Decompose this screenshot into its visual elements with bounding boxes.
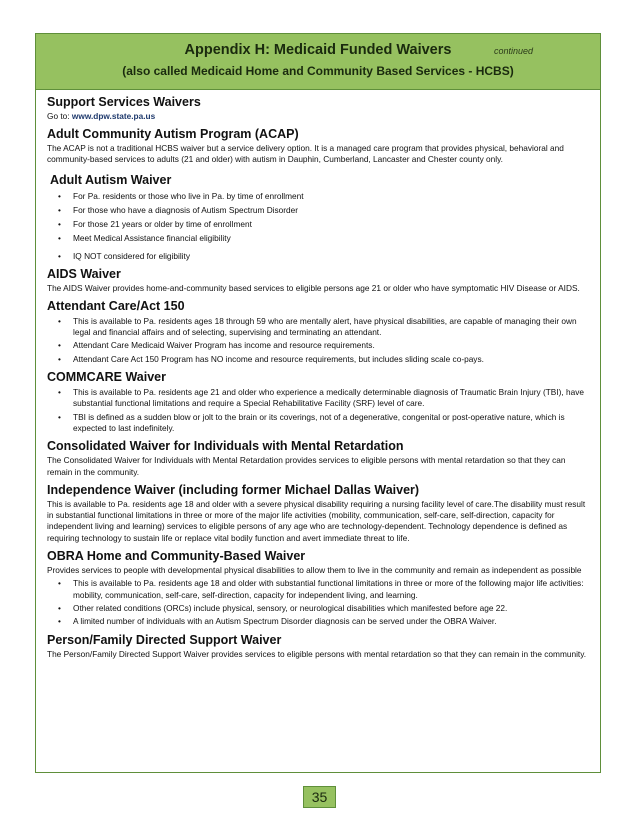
obra-bullets: [47, 578, 593, 627]
section-heading-consolidated: Consolidated Waiver for Individuals with Mental Retardation: [47, 439, 404, 454]
list-item: • This is available to Pa. residents age 18 and older with substantial functional limitations in three or more of the following major life activities: mobility, communication, self-care, self-direction, capacity for independent living, and learning.: [47, 578, 593, 601]
section-heading-commcare: COMMCARE Waiver: [47, 370, 166, 385]
page-content: [47, 92, 593, 660]
page-number: 35: [303, 786, 336, 808]
independence-text: This is available to Pa. residents age 18 and older with a severe physical disability requiring a nursing facility level of care.The disability must result in substantial functional limitations in three or more of the major life activities (mobility, communication, self-care, self-direction, capacity for independent living and learning) services to eligible persons of any age who are technology-dependent. Technology dependence is defined as requiring technology to sustain life or replace vital bodily function and avert immediate threat to life.: [47, 498, 586, 543]
section-heading-acap: Adult Community Autism Program (ACAP): [47, 127, 299, 141]
section-heading-aids: AIDS Waiver: [47, 266, 121, 281]
consolidated-text: The Consolidated Waiver for Individuals with Mental Retardation provides services to eligible persons with mental retardation so that they can remain in the community.: [47, 455, 566, 477]
section-heading-independence: Independence Waiver (including former Michael Dallas Waiver): [47, 482, 420, 497]
list-item: • A limited number of individuals with an Autism Spectrum Disorder diagnosis can be served under the OBRA Waiver.: [47, 616, 593, 627]
appendix-subtitle: (also called Medicaid Home and Community Based Services - HCBS): [122, 64, 514, 78]
list-item: • Attendant Care Medicaid Waiver Program has income and resource requirements.: [47, 340, 593, 351]
aids-text: The AIDS Waiver provides home-and-community based services to eligible persons age 21 or older who have symptomatic HIV Disease or AIDS.: [47, 282, 580, 293]
page-frame: [35, 33, 601, 773]
commcare-bullets: [47, 387, 593, 434]
list-item: • Other related conditions (ORCs) include physical, sensory, or neurological disabilities which manifested before age 22.: [47, 603, 593, 614]
list-item: • Meet Medical Assistance financial eligibility: [47, 232, 593, 244]
acap-text: The ACAP is not a traditional HCBS waiver but a service delivery option. It is a managed care program that provides physical, behavioral and community-based services to adults (21 and older) with autism in Dauphin, Cumberland, Lancaster and Chester county only.: [47, 143, 564, 165]
section-heading-attendant: Attendant Care/Act 150: [47, 298, 185, 313]
list-item: • IQ NOT considered for eligibility: [47, 250, 593, 262]
list-item: • TBI is defined as a sudden blow or jolt to the brain or its coverings, not of a degenerative, congenital or post-operative nature, which is expected to last indefinitely.: [47, 412, 593, 435]
list-item: • For those 21 years or older by time of enrollment: [47, 218, 593, 230]
attendant-bullets: [47, 316, 593, 365]
list-item: • This is available to Pa. residents ages 18 through 59 who are mentally alert, have physical disabilities, are capable of managing their own legal and financial affairs and of selecting, supervising and terminating an attendant.: [47, 316, 593, 339]
list-item: • For Pa. residents or those who live in Pa. by time of enrollment: [47, 190, 593, 202]
goto-label: Go to:: [47, 111, 70, 121]
goto-link[interactable]: www.dpw.state.pa.us: [71, 111, 156, 121]
person-family-text: The Person/Family Directed Support Waiver provides services to eligible persons with mental retardation so that they can remain in the community.: [47, 648, 587, 659]
section-heading-obra: OBRA Home and Community-Based Waiver: [47, 549, 306, 564]
goto-line: [47, 111, 593, 122]
list-item: • This is available to Pa. residents age 21 and older who experience a medically determinable diagnosis of Traumatic Brain Injury (TBI), have substantial functional limitations and require a Special Rehabilitative Facility (SRF) level of care.: [47, 387, 593, 410]
list-item: • Attendant Care Act 150 Program has NO income and resource requirements, but includes sliding scale co-pays.: [47, 354, 593, 365]
obra-text: Provides services to people with developmental physical disabilities to allow them to live in the community and remain as independent as possible: [47, 565, 582, 576]
continued-label: continued: [494, 46, 534, 56]
section-heading-support: Support Services Waivers: [47, 95, 201, 109]
autism-bullets: [47, 190, 593, 262]
appendix-title: Appendix H: Medicaid Funded Waivers: [184, 42, 452, 58]
appendix-header: [36, 34, 600, 90]
section-heading-person-family: Person/Family Directed Support Waiver: [47, 632, 282, 647]
list-item: • For those who have a diagnosis of Autism Spectrum Disorder: [47, 204, 593, 216]
section-heading-autism: Adult Autism Waiver: [50, 172, 172, 187]
